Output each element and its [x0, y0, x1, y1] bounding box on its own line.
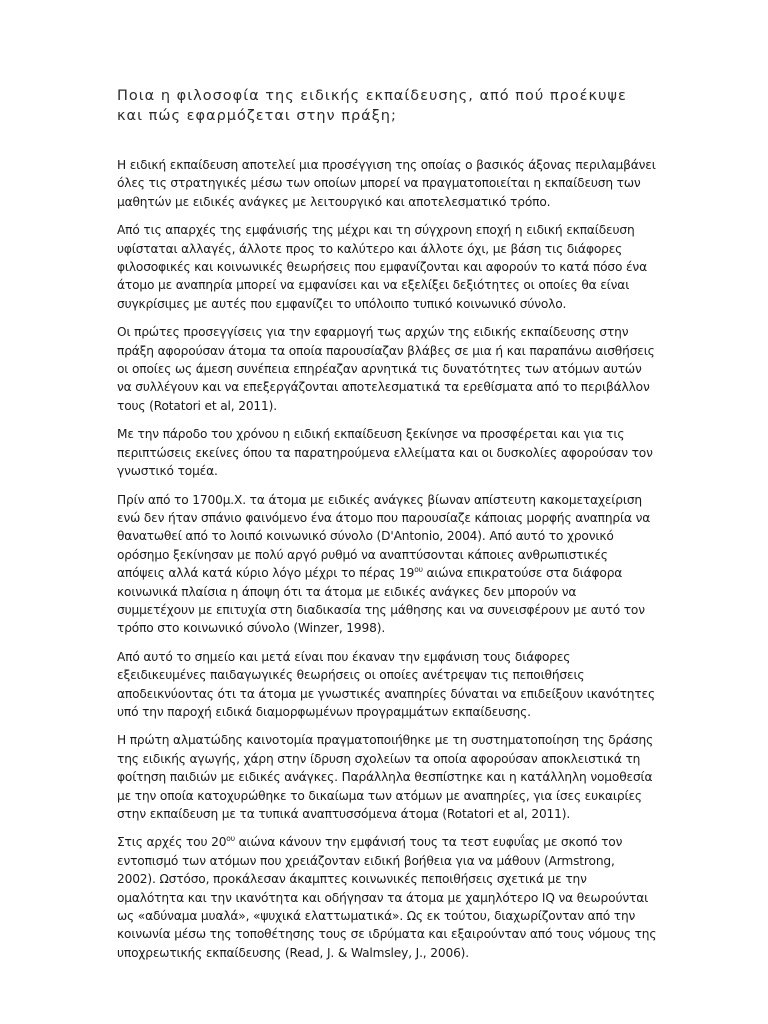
paragraph-7: Η πρώτη αλματώδης καινοτομία πραγματοποιήθηκε με τη συστηματοποίηση της δράσης της ειδικής αγωγής, χάρη στην ίδρυση σχολείων τα οποία αφορούσαν αποκλειστικά τη φοίτηση παιδιών με ειδικές ανάγκες. Παράλληλα θεσπίστηκε και η κατάλληλη νομοθεσία με την οποία κατοχυρώθηκε το δικαίωμα των ατόμων με αναπηρίες, για ίσες ευκαιρίες στην εκπαίδευση με τα τυπικά αναπτυσσόμενα άτομα (Rotatori et al, 2011).	[117, 733, 654, 821]
paragraph-6: Από αυτό το σημείο και μετά είναι που έκαναν την εμφάνιση τους διάφορες εξειδικευμένες παιδαγωγικές θεωρήσεις οι οποίες ανέτρεψαν τις πεποιθήσεις αποδεικνύοντας ότι τα άτομα με γνωστικές αναπηρίες δύναται να επιδείξουν ικανότητες υπό την παροχή ειδικά διαμορφωμένων προγραμμάτων εκπαίδευσης.	[117, 649, 655, 719]
paragraph-1: Η ειδική εκπαίδευση αποτελεί μια προσέγγιση της οποίας ο βασικός άξονας περιλαμβάνει όλες τις στρατηγικές μέσω των οποίων μπορεί να πραγματοποιείται η εκπαίδευση των μαθητών με ειδικές ανάγκες με λειτουργικό και αποτελεσματικό τρόπο.	[117, 158, 656, 209]
paragraph-8	[117, 833, 657, 962]
paragraph-5-part-1: Πρίν από το 1700μ.Χ. τα άτομα με ειδικές ανάγκες βίωναν απίστευτη κακομεταχείριση ενώ δεν ήταν σπάνιο φαινόμενο ένα άτομο που παρουσίαζε κάποιας μορφής αναπηρία να θανατωθεί από το λοιπό κοινωνικό σύνολο (D'Antonio, 2004). Από αυτό το χρονικό ορόσημο ξεκίνησαν με πολύ αργό ρυθμό να αναπτύσονται κάποιες ανθρωπιστικές απόψεις αλλά κατά κύριο λόγο μέχρι το πέρας 19	[117, 492, 651, 581]
paragraph-4: Με την πάροδο του χρόνου η ειδική εκπαίδευση ξεκίνησε να προσφέρεται και για τις περιπτώσεις εκείνες όπου τα παρατηρούμενα ελλείματα και οι δυσκολίες αφορούσαν τον γνωστικό τομέα.	[117, 427, 653, 479]
paragraph-5-part-2: αιώνα επικρατούσε στα διάφορα κοινωνικά πλαίσια η άποψη ότι τα άτομα με ειδικές ανάγκες δεν μπορούν να συμμετέχουν με επιτυχία στη διαδικασία της μάθησης και να συνεισφέρουν με αυτό τον τρόπο στο κοινωνικό σύνολο (Winzer, 1998).	[117, 566, 645, 636]
paragraph-8-part-2: αιώνα κάνουν την εμφάνισή τους τα τεστ ευφυΐας με σκοπό τον εντοπισμό των ατόμων που χρειάζονταν ειδική βοήθεια για να μάθουν (Armstrong, 2002). Ωστόσο, προκάλεσαν άκαμπτες κοινωνικές πεποιθήσεις σχετικά με την ομαλότητα και την ικανότητα και οδήγησαν τα άτομα με χαμηλότερο IQ να θεωρούνται ως «αδύναμα μυαλά», «ψυχικά ελαττωματικά». Ως εκ τούτου, διαχωρίζονταν από την κοινωνία μέσω της τοποθέτησης τους σε ιδρύματα και εξαιρούνταν από τους νόμους της υποχρεωτικής εκπαίδευσης (Read, J. & Walmsley, J., 2006).	[117, 835, 657, 960]
paragraph-2: Από τις απαρχές της εμφάνισής της μέχρι και τη σύγχρονη εποχή η ειδική εκπαίδευση υφίσταται αλλαγές, άλλοτε προς το καλύτερο και άλλοτε όχι, με βάση τις διάφορες φιλοσοφικές και κοινωνικές θεωρήσεις που εμφανίζονται και αφορούν το κατά πόσο ένα άτομο με αναπηρία μπορεί να εμφανίσει και να εξελίξει δεξιότητες οι οποίες θα είναι συγκρίσιμες με αυτές που εμφανίζει το υπόλοιπο τυπικό κοινωνικό σύνολο.	[117, 223, 647, 311]
paragraph-8-superscript: ου	[226, 834, 235, 844]
paragraph-8-part-1: Στις αρχές του 20	[117, 835, 227, 850]
paragraph-5	[117, 491, 657, 638]
document-body	[117, 156, 657, 972]
paragraph-3: Οι πρώτες προσεγγίσεις για την εφαρμογή τως αρχών της ειδικής εκπαίδευσης στην πράξη αφορούσαν άτομα τα οποία παρουσίαζαν βλάβες σε μια ή και παραπάνω αισθήσεις οι οποίες ως άμεση συνέπεια επηρέαζαν αρνητικά τις δυνατότητες των ατόμων αυτών να συλλέγουν και να επεξεργάζονται αποτελεσματικά τα ερεθίσματα από το περιβάλλον τους (Rotatori et al, 2011).	[117, 325, 655, 413]
document-title: Ποια η φιλοσοφία της ειδικής εκπαίδευσης, από πού προέκυψε και πώς εφαρμόζεται στην πράξη;	[117, 88, 627, 124]
paragraph-5-superscript: ου	[414, 565, 423, 575]
